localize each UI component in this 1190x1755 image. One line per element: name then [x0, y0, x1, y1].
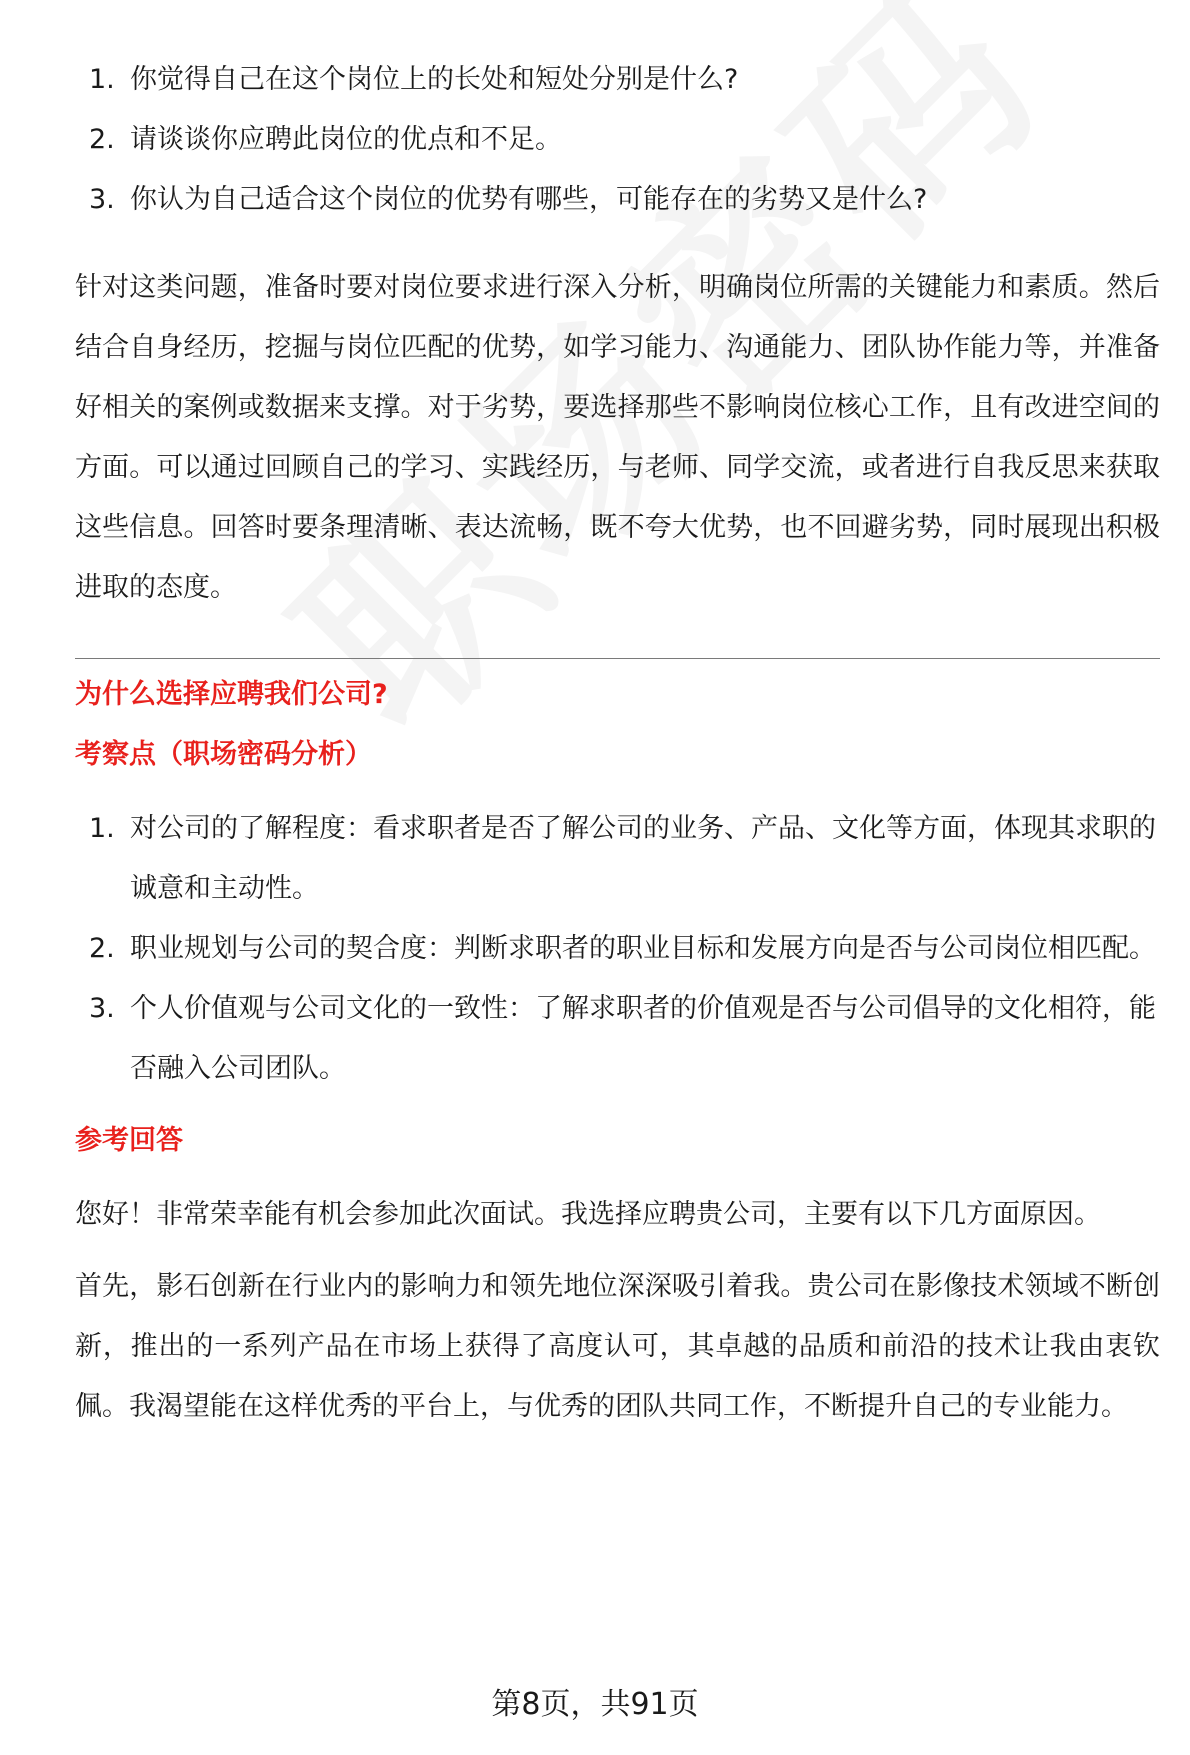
list-item-number: 1.	[89, 64, 115, 95]
list-item-number: 2.	[89, 933, 115, 964]
list-item-text: 职业规划与公司的契合度：判断求职者的职业目标和发展方向是否与公司岗位相匹配。	[130, 933, 1156, 964]
list-item-text: 对公司的了解程度：看求职者是否了解公司的业务、产品、文化等方面，体现其求职的诚意和主动性。	[130, 813, 1156, 904]
list-item-number: 2.	[89, 124, 115, 155]
list-item-text: 你觉得自己在这个岗位上的长处和短处分别是什么?	[130, 64, 739, 95]
list-item-number: 1.	[89, 813, 115, 844]
page-footer: 第8页，共91页	[491, 1687, 699, 1722]
list-item	[75, 110, 1160, 170]
list-item	[75, 919, 1160, 979]
advice-paragraph: 针对这类问题，准备时要对岗位要求进行深入分析，明确岗位所需的关键能力和素质。然后结合自身经历，挖掘与岗位匹配的优势，如学习能力、沟通能力、团队协作能力等，并准备好相关的案例或数据来支撑。对于劣势，要选择那些不影响岗位核心工作，且有改进空间的方面。可以通过回顾自己的学习、实践经历，与老师、同学交流，或者进行自我反思来获取这些信息。回答时要条理清晰、表达流畅，既不夸大优势，也不回避劣势，同时展现出积极进取的态度。	[75, 272, 1160, 603]
answer-heading: 参考回答	[75, 1125, 183, 1156]
list-item	[75, 170, 1160, 230]
top-question-list	[75, 50, 1160, 230]
list-item-number: 3.	[89, 993, 115, 1024]
answer-intro-paragraph: 您好！非常荣幸能有机会参加此次面试。我选择应聘贵公司，主要有以下几方面原因。	[75, 1199, 1101, 1230]
list-item-number: 3.	[89, 184, 115, 215]
list-item-text: 请谈谈你应聘此岗位的优点和不足。	[130, 124, 562, 155]
list-item-text: 个人价值观与公司文化的一致性：了解求职者的价值观是否与公司倡导的文化相符，能否融入公司团队。	[130, 993, 1156, 1084]
points-heading: 考察点（职场密码分析）	[75, 739, 372, 770]
list-item	[75, 50, 1160, 110]
list-item	[75, 979, 1160, 1099]
list-item-text: 你认为自己适合这个岗位的优势有哪些，可能存在的劣势又是什么?	[130, 184, 928, 215]
question-title: 为什么选择应聘我们公司?	[75, 679, 388, 710]
points-list	[75, 799, 1160, 1099]
page-content	[75, 50, 1160, 1437]
answer-first-paragraph: 首先，影石创新在行业内的影响力和领先地位深深吸引着我。贵公司在影像技术领域不断创新，推出的一系列产品在市场上获得了高度认可，其卓越的品质和前沿的技术让我由衷钦佩。我渴望能在这样优秀的平台上，与优秀的团队共同工作，不断提升自己的专业能力。	[75, 1271, 1160, 1422]
list-item	[75, 799, 1160, 919]
